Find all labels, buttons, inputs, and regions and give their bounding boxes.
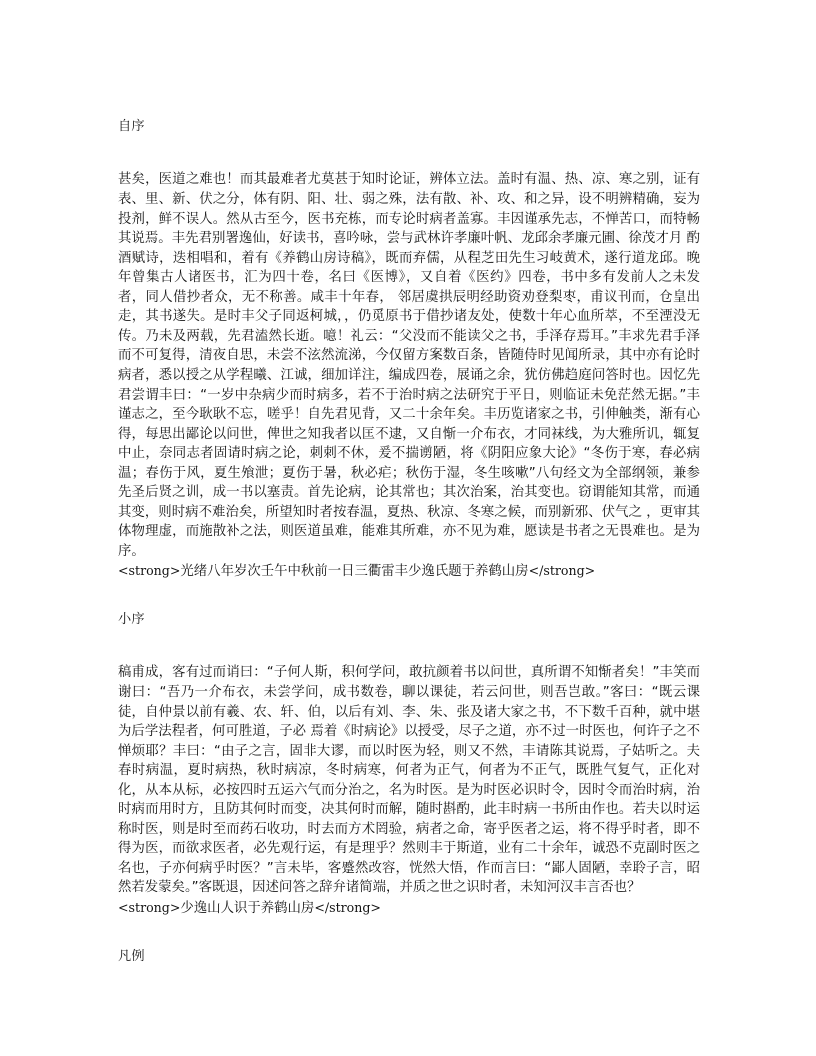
strong-close-tag: </strong> xyxy=(528,563,596,579)
signature-text: 少逸山人识于养鹤山房 xyxy=(180,901,315,917)
section-signature-zixu xyxy=(118,561,700,582)
signature-text: 光绪八年岁次壬午中秋前一日三衢雷丰少逸氏题于养鹤山房 xyxy=(180,564,529,580)
section-signature-xiaoxu xyxy=(118,898,700,919)
section-body-zixu: 甚矣，医道之难也！而其最难者尤莫甚于知时论证，辨体立法。盖时有温、热、凉、寒之别，证有表、里、新、伏之分，体有阴、阳、壮、弱之殊，法有散、补、攻、和之异，设不明辨精确，妄为投剂，鲜不误人。然从古至今，医书充栋，而专论时病者盖寡。丰因谨承先志，不惮苦口，而特畅其说焉。丰先君别署逸仙，好读书，喜吟咏，尝与武林许孝廉叶帆、龙邱余孝廉元圃、徐茂才月 酌酒赋诗，迭相唱和，着有《养鹤山房诗稿》，既而弃儒，从程芝田先生习岐黄术，遂行道龙邱。晚年曾集古人诸医书，汇为四十卷，名曰《医博》，又自着《医约》四卷，书中多有发前人之未发者，同人借抄者众，无不称善。咸丰十年春， 邻居虞拱辰明经助资劝登梨枣，甫议刊而，仓皇出走，其书遂失。是时丰父子同返柯城，，仍觅原书于借抄诸友处，使数十年心血所萃，不至湮没无传。乃未及两载，先君溘然长逝。噫！礼云：“父没而不能读父之书，手泽存焉耳。”丰求先君手泽而不可复得，清夜自思，未尝不泫然流涕，今仅留方案数百条，皆随侍时见闻所录，其中亦有论时病者，悉以授之从学程曦、江诚，细加详注，编成四卷，展诵之余，犹仿佛趋庭问答时也。因忆先君尝谓丰曰：“一岁中杂病少而时病多，若不于治时病之法研究于平日，则临证未免茫然无据。”丰谨志之，至今耿耿不忘，嗟乎！自先君见背，又二十余年矣。丰历览诸家之书，引伸触类，渐有心得，每思出鄙论以问世，俾世之知我者以匡不逮，又自惭一介布衣，才同袜线，为大雅所讥，辄复中止，奈同志者固请时病之论，刺刺不休，爰不揣谫陋，将《阴阳应象大论》“冬伤于寒，春必病温；春伤于风，夏生飧泄；夏伤于暑，秋必疟；秋伤于湿，冬生咳嗽”八句经文为全部纲领，兼参先圣后贤之训，成一书以塞责。首先论病，论其常也；其次治案，治其变也。窃谓能知其常，而通其变，则时病不难治矣，所望知时者按春温，夏热、秋凉、冬寒之候，而别新邪、伏气之 ，更审其体物理虚，而施散补之法，则医道虽难，能难其所难，亦不见为难，愿读是书者之无畏难也。是为序。 xyxy=(118,172,700,559)
heading-spacer xyxy=(118,629,700,663)
section-heading-zixu: 自序 xyxy=(118,119,145,134)
strong-open-tag: <strong> xyxy=(118,900,181,916)
strong-close-tag: </strong> xyxy=(314,900,381,916)
section-heading-fanli: 凡例 xyxy=(118,948,145,964)
section-heading-xiaoxu: 小序 xyxy=(118,611,145,627)
strong-open-tag: <strong> xyxy=(118,563,181,579)
heading-spacer xyxy=(118,136,700,170)
section-spacer-1 xyxy=(118,582,700,611)
section-body-xiaoxu: 稿甫成，客有过而诮曰：“子何人斯，积何学问，敢抗颜着书以问世，真所谓不知惭者矣！”丰笑而谢曰：“吾乃一介布衣，未尝学问，成书数卷，聊以课徒，若云问世，则吾岂敢。”客曰：“既云课徒，自仲景以前有羲、农、轩、伯，以后有刘、李、朱、张及诸大家之书，不下数千百种，就中堪为后学法程者，何可胜道，子必 焉着《时病论》以授受，尽子之道，亦不过一时医也，何许子之不惮烦耶？丰曰：“由子之言，固非大谬，而以时医为轻，则又不然，丰请陈其说焉，子姑听之。夫春时病温，夏时病热，秋时病凉，冬时病寒，何者为正气，何者为不正气，既胜气复气，正化对化，从本从标，必按四时五运六气而分治之，名为时医。是为时医必识时令，因时令而治时病，治时病而用时方，且防其何时而变，决其何时而解，随时斟酌，此丰时病一书所由作也。若夫以时运称时医，则是时至而药石收功，时去而方术罔验，病者之命，寄乎医者之运，将不得乎时者，即不得为医，而欲求医者，必先观行运，有是理乎？然则丰于斯道，业有二十余年，诚恐不克副时医之名也，子亦何病乎时医？”言未毕，客蹙然改容，恍然大悟，作而言曰：“鄙人固陋，幸聆子言，昭然若发蒙矣。”客既退，因述问答之辞弁诸简端，并质之世之识时者，未知河汉丰言否也？ xyxy=(118,665,700,896)
document-body xyxy=(118,118,700,966)
section-spacer-2 xyxy=(118,919,700,948)
